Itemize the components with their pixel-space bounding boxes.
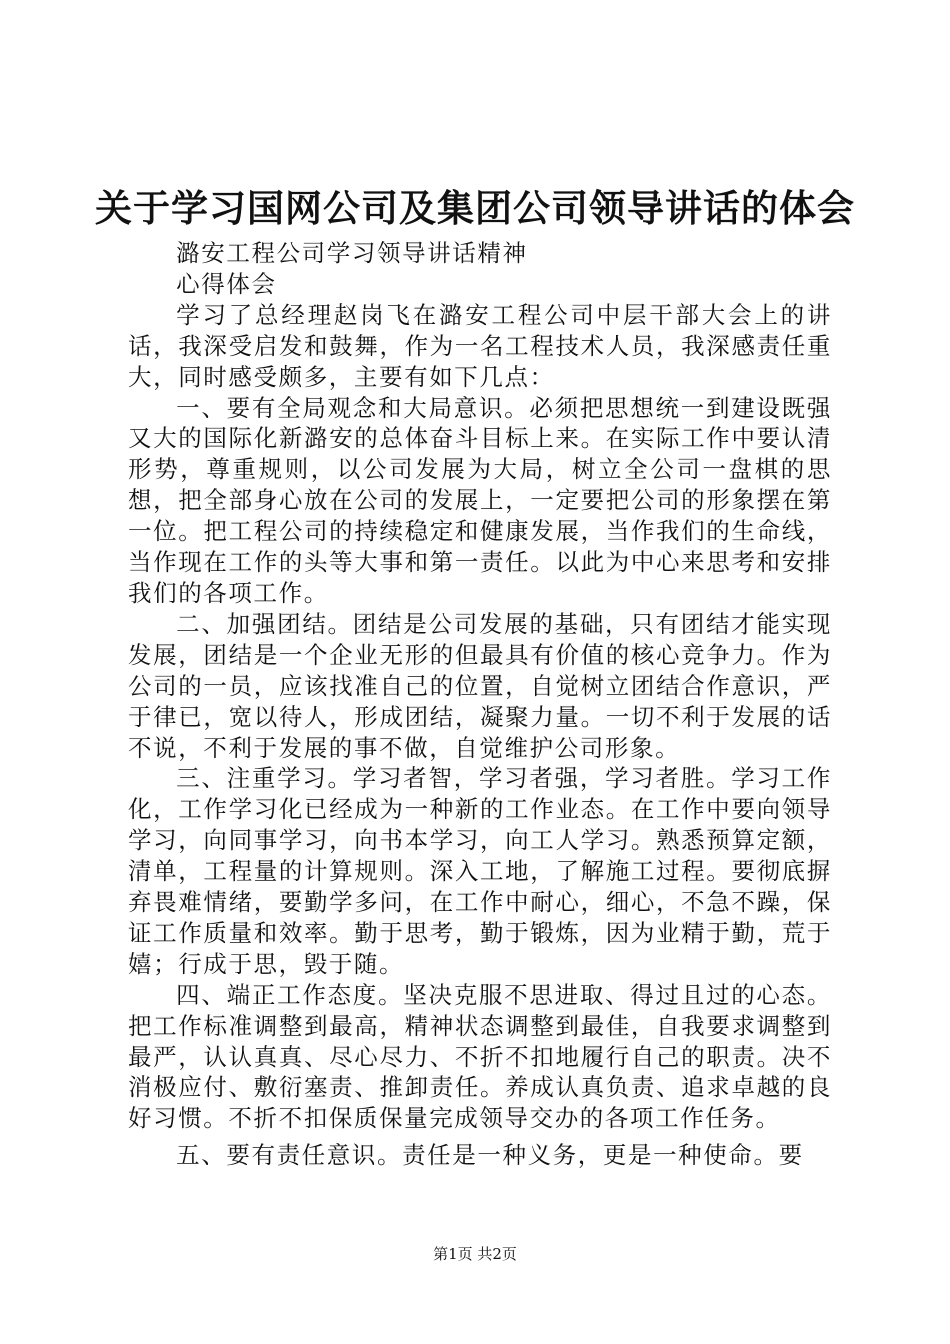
paragraph-point-2: 二、加强团结。团结是公司发展的基础，只有团结才能实现发展，团结是一个企业无形的但最具有价值的核心竞争力。作为公司的一员，应该找准自己的位置，自觉树立团结合作意识，严于律已，宽以待人，形成团结，凝聚力量。一切不利于发展的话不说，不利于发展的事不做，自觉维护公司形象。 (128, 609, 832, 762)
paragraph-point-4: 四、端正工作态度。坚决克服不思进取、得过且过的心态。把工作标准调整到最高，精神状态调整到最佳，自我要求调整到最严，认认真真、尽心尽力、不折不扣地履行自己的职责。决不消极应付、敷衍塞责、推卸责任。养成认真负责、追求卓越的良好习惯。不折不扣保质保量完成领导交办的各项工作任务。 (128, 980, 832, 1133)
document-title: 关于学习国网公司及集团公司领导讲话的体会 (95, 187, 855, 230)
paragraph-point-5: 五、要有责任意识。责任是一种义务，更是一种使命。要 (176, 1141, 804, 1170)
page-number-footer: 第1页 共2页 (433, 1245, 517, 1263)
document-body (128, 238, 832, 1171)
subtitle-line-2: 心得体会 (176, 269, 277, 298)
subtitle-line-1: 潞安工程公司学习领导讲话精神 (176, 239, 528, 267)
paragraph-point-1: 一、要有全局观念和大局意识。必须把思想统一到建设既强又大的国际化新潞安的总体奋斗目标上来。在实际工作中要认清形势，尊重规则，以公司发展为大局，树立全公司一盘棋的思想，把全部身心放在公司的发展上，一定要把公司的形象摆在第一位。把工程公司的持续稳定和健康发展，当作我们的生命线，当作现在工作的头等大事和第一责任。以此为中心来思考和安排我们的各项工作。 (128, 393, 832, 607)
paragraph-intro: 学习了总经理赵岗飞在潞安工程公司中层干部大会上的讲话，我深受启发和鼓舞，作为一名工程技术人员，我深感责任重大，同时感受颇多，主要有如下几点： (128, 300, 832, 391)
paragraph-point-3: 三、注重学习。学习者智，学习者强，学习者胜。学习工作化，工作学习化已经成为一种新的工作业态。在工作中要向领导学习，向同事学习，向书本学习，向工人学习。熟悉预算定额，清单，工程量的计算规则。深入工地，了解施工过程。要彻底摒弃畏难情绪，要勤学多问，在工作中耐心，细心，不急不躁，保证工作质量和效率。勤于思考，勤于锻炼，因为业精于勤，荒于嬉；行成于思，毁于随。 (128, 764, 832, 978)
